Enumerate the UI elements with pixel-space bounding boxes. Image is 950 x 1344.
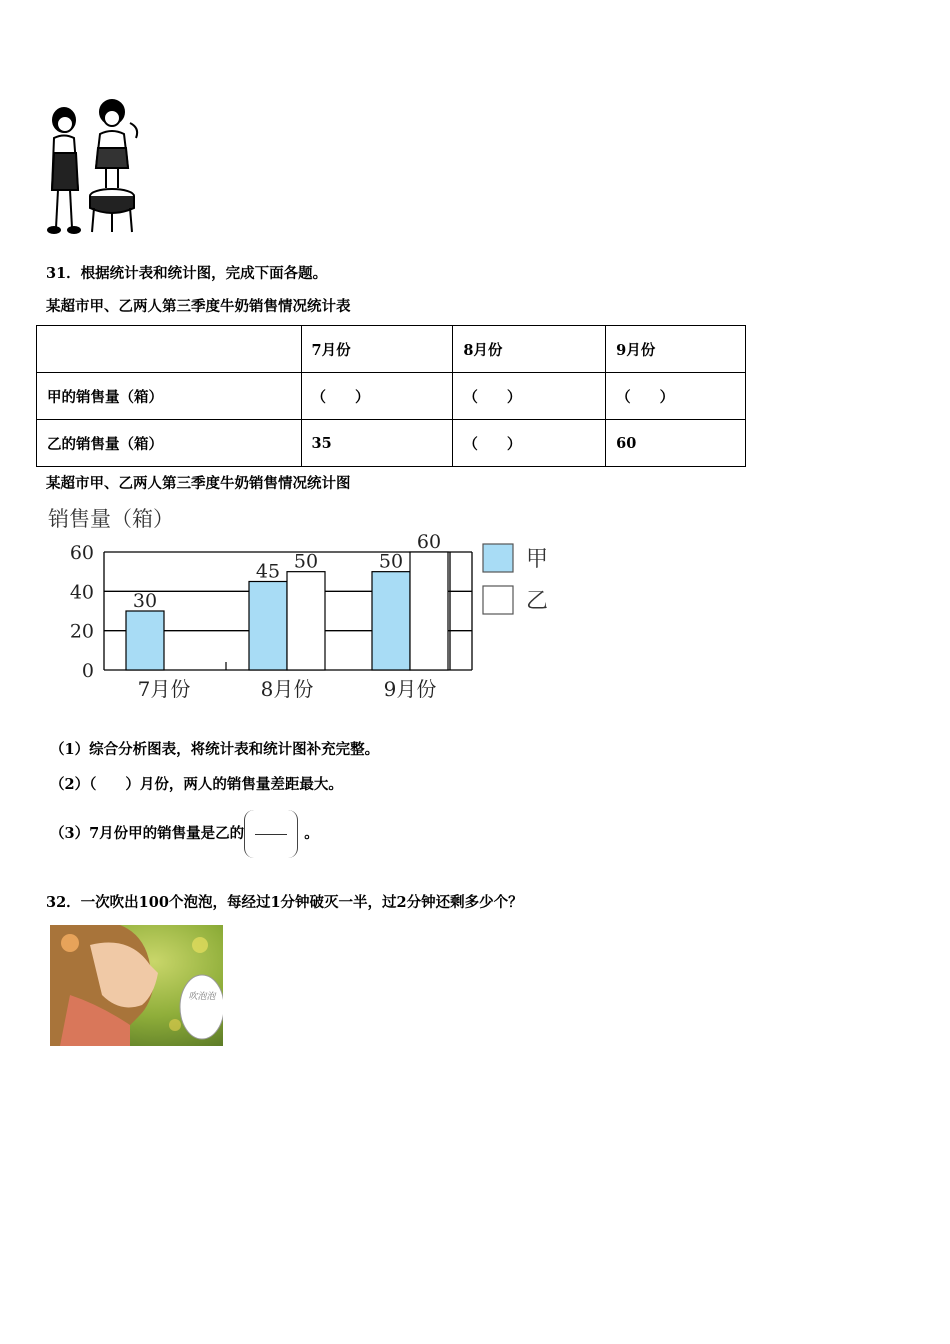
data-label: 45 <box>255 560 281 583</box>
table-cell: 60 <box>606 420 746 467</box>
answer-blank[interactable]: （ ） <box>606 373 746 420</box>
legend-swatch <box>483 544 513 572</box>
y-tick-label: 0 <box>81 660 94 682</box>
bar <box>126 611 164 670</box>
y-tick-label: 20 <box>69 620 94 643</box>
bar <box>287 572 325 670</box>
y-tick-label: 60 <box>69 542 94 564</box>
y-tick-label: 40 <box>69 581 94 604</box>
data-label: 50 <box>293 550 319 573</box>
bar-chart <box>40 500 560 710</box>
sub-question-3 <box>50 808 319 860</box>
question-32-title: 32．一次吹出100个泡泡，每经过1分钟破灭一半，过2分钟还剩多少个？ <box>46 894 523 911</box>
legend-swatch <box>483 586 513 614</box>
y-axis-label: 销售量（箱） <box>48 507 174 531</box>
fraction-blank[interactable] <box>244 810 298 858</box>
bar <box>372 572 410 670</box>
x-tick-label: 9月份 <box>383 677 437 701</box>
table-header-cell: 8月份 <box>453 326 606 373</box>
x-tick-label: 8月份 <box>260 677 314 701</box>
bar <box>410 552 448 670</box>
fraction-bar <box>255 834 287 835</box>
table-header-cell: 9月份 <box>606 326 746 373</box>
sub-question-3-text: （3）7月份甲的销售量是乙的 <box>50 825 245 842</box>
girl-blowing-bubbles-photo <box>50 925 223 1046</box>
data-label: 60 <box>416 531 442 553</box>
table-cell: 35 <box>301 420 453 467</box>
table-header-row <box>37 326 746 373</box>
table-row-label: 甲的销售量（箱） <box>37 373 302 420</box>
bubble-text: 吹泡泡 <box>188 992 216 1002</box>
table-row <box>37 373 746 420</box>
data-label: 30 <box>132 590 158 612</box>
girls-illustration <box>40 98 150 238</box>
table-row-label: 乙的销售量（箱） <box>37 420 302 467</box>
legend-label: 甲 <box>526 547 549 572</box>
x-tick-label: 7月份 <box>137 677 191 701</box>
table-cell <box>37 326 302 373</box>
table-row <box>37 420 746 467</box>
statistics-table <box>36 325 746 467</box>
sub-question-2: （2）（ ）月份，两人的销售量差距最大。 <box>50 776 343 793</box>
legend-label: 乙 <box>526 589 549 614</box>
bar <box>249 582 287 671</box>
answer-blank[interactable]: （ ） <box>301 373 453 420</box>
chart-caption: 某超市甲、乙两人第三季度牛奶销售情况统计图 <box>46 475 351 492</box>
sub-question-1: （1）综合分析图表，将统计表和统计图补充完整。 <box>50 741 380 758</box>
table-header-cell: 7月份 <box>301 326 453 373</box>
data-label: 50 <box>378 550 404 573</box>
answer-blank[interactable]: （ ） <box>453 420 606 467</box>
table-caption: 某超市甲、乙两人第三季度牛奶销售情况统计表 <box>46 298 351 315</box>
question-31-title: 31．根据统计表和统计图，完成下面各题。 <box>46 265 328 282</box>
sub-question-3-suffix: 。 <box>304 825 319 842</box>
answer-blank[interactable]: （ ） <box>453 373 606 420</box>
